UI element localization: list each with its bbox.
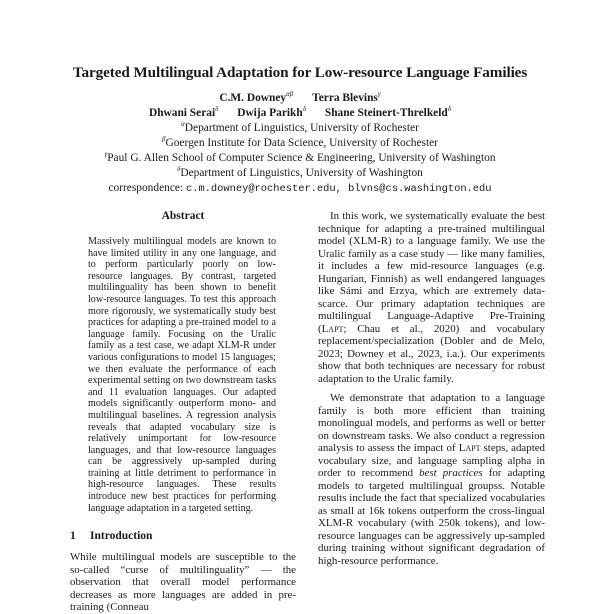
- section-heading-introduction: [70, 530, 296, 542]
- acronym-lapt: Lapt: [458, 442, 481, 454]
- affiliation: [0, 136, 600, 151]
- affiliation-mark: γ: [377, 90, 381, 98]
- author-line-2: [0, 106, 600, 121]
- text-run: ; Chau et al., 2020) and vocabulary replacement/specialization (Dobler and de Melo, 2023; Downey et al., 2023, i.a.). Our experiments show that both techniques are necessary for robust adaptation to the Uralic family.: [318, 322, 545, 385]
- author: [219, 92, 293, 104]
- author: [149, 107, 218, 119]
- affiliation-text: Department of Linguistics, University of Rochester: [184, 122, 419, 134]
- text-run: steps, adapted vocabulary size, and language sampling alpha in order to recommend: [318, 442, 545, 479]
- acronym-lapt: Lapt: [321, 322, 344, 335]
- intro-paragraph: While multilingual models are susceptible to the so-called “curse of multilinguality” — the observation that overall model performance decreases as more languages are added in pre-training (Conneau: [70, 551, 296, 614]
- affiliation-mark: δ: [447, 105, 452, 113]
- author-name: Terra Blevins: [312, 92, 378, 104]
- correspondence-emails[interactable]: c.m.downey@rochester.edu, blvns@cs.washington.edu: [185, 183, 492, 195]
- right-column: [318, 210, 545, 567]
- affiliation-mark: δ: [302, 105, 306, 113]
- affiliation-mark: γ: [104, 150, 108, 158]
- affiliation: [0, 166, 600, 181]
- paragraph: [318, 210, 545, 385]
- emphasis: best practices: [419, 467, 483, 479]
- affiliation: [0, 151, 600, 166]
- affiliation-mark: δ: [177, 165, 181, 173]
- author: [325, 107, 451, 119]
- affiliation: [0, 121, 600, 136]
- paragraph: [318, 392, 545, 567]
- text-run: In this work, we systematically evaluate the best technique for adapting a pre-trained multilingual model (XLM-R) to a language family. We use the Uralic family as a case study — like many families, it includes a few mid-resource languages (e.g. Hungarian, Finnish) as well endangered languages like Sámi and Erzya, which are extremely data-scarce. Our primary adaptation techniques are multilingual Language-Adaptive Pre-Training (: [318, 210, 545, 335]
- affiliation-text: Goergen Institute for Data Science, University of Rochester: [165, 137, 438, 149]
- author-block: [0, 91, 600, 197]
- abstract-body: Massively multilingual models are known to have limited utility in any one language, and to perform particularly poorly on low-resource languages. By contrast, targeted multilinguality has been shown to benefit low-resource languages. To test this approach more rigorously, we systematically study best practices for adapting a pre-trained model to a language family. Focusing on the Uralic family as a test case, we adapt XLM-R under various configurations to model 15 languages; we then evaluate the performance of each experimental setting on two downstream tasks and 11 evaluation languages. Our adapted models significantly outperform mono- and multilingual baselines. A regression analysis reveals that adapted vocabulary size is relatively unimportant for low-resource languages, and that low-resource languages can be aggressively up-sampled during training at little detriment to performance in high-resource languages. These results introduce new best practices for performing language adaptation in a targeted setting.: [88, 236, 276, 514]
- text-run: We demonstrate that adaptation to a language family is both more efficient than training monolingual models, and performs as well or better on downstream tasks. We also conduct a regression analysis to assess the impact of: [318, 392, 545, 454]
- section-number: 1: [70, 530, 76, 543]
- author: [237, 107, 306, 119]
- text-run: for adapting models to targeted multilingual groupss. Notable results include the fact that specialized vocabularies as small at 16k tokens outperform the cross-lingual XLM-R vocabulary (with 250k tokens), and low-resource languages can be aggressively up-sampled during training without significant degradation of high-resource performance.: [318, 467, 545, 567]
- section-title: Introduction: [90, 530, 153, 543]
- author: [312, 92, 380, 104]
- affiliation-text: Department of Linguistics, University of Washington: [180, 167, 423, 179]
- correspondence: [0, 181, 600, 197]
- affiliation-mark: δ: [215, 105, 219, 113]
- author-name: C.M. Downey: [219, 92, 287, 104]
- affiliation-mark: β: [162, 135, 166, 143]
- affiliation-text: Paul G. Allen School of Computer Science & Engineering, University of Washington: [107, 152, 496, 164]
- author-name: Dwija Parikh: [237, 107, 303, 119]
- affiliation-mark: αβ: [286, 90, 294, 98]
- affiliation-mark: α: [181, 120, 185, 128]
- paper-title: Targeted Multilingual Adaptation for Low-resource Language Families: [72, 64, 528, 81]
- author-line-1: [0, 91, 600, 106]
- author-name: Shane Steinert-Threlkeld: [324, 107, 448, 119]
- abstract-heading: Abstract: [161, 210, 205, 222]
- correspondence-label: correspondence:: [108, 182, 184, 194]
- author-name: Dhwani Serai: [148, 107, 216, 119]
- left-column: [70, 210, 296, 614]
